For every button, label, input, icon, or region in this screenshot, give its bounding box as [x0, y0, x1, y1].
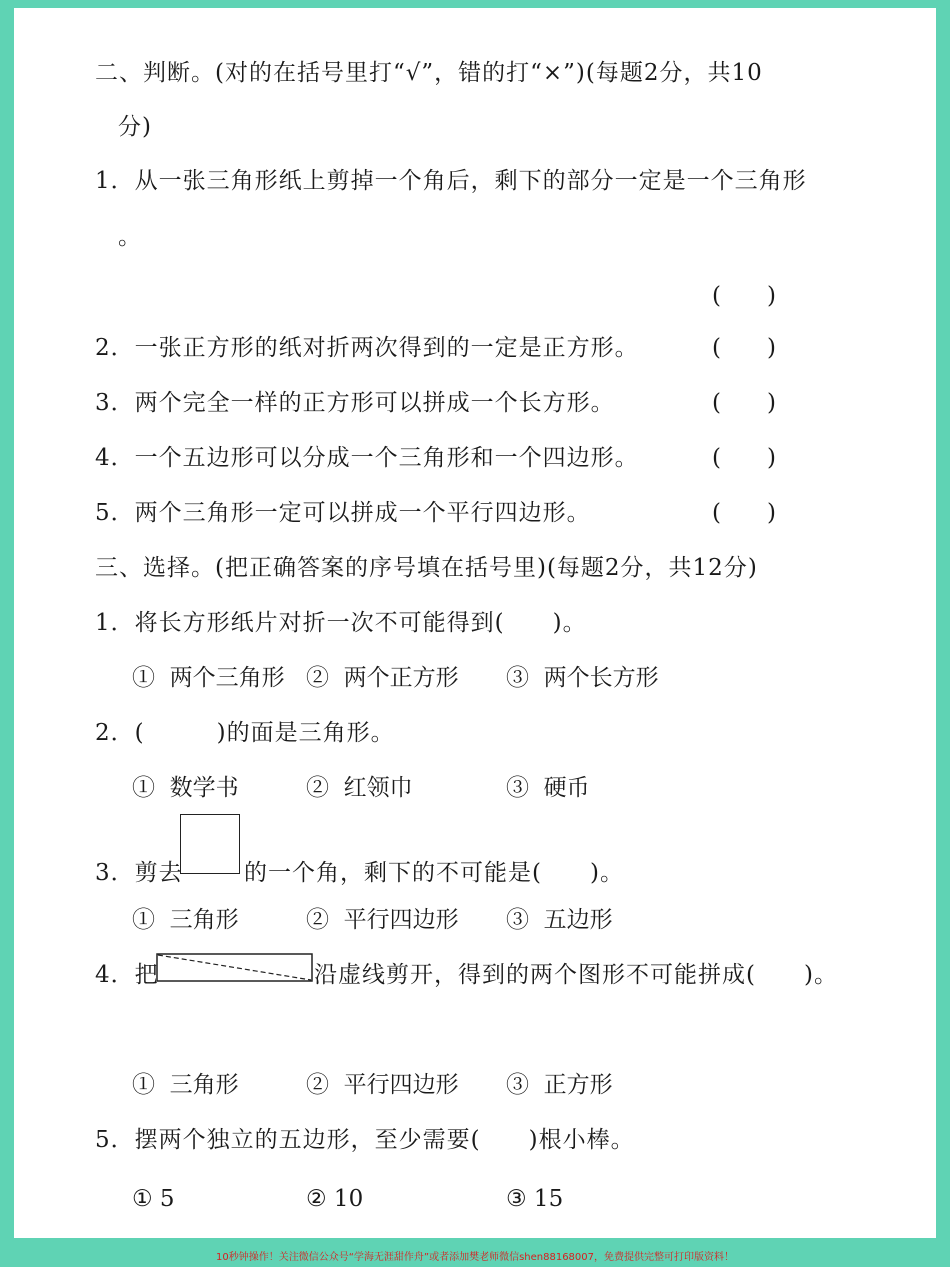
choice-q3-option-3: ③ 五边形 — [506, 907, 613, 933]
choice-q5-option-1: ① 5 — [132, 1186, 175, 1212]
choice-q4-option-1: ① 三角形 — [132, 1072, 239, 1098]
choice-q1-option-3: ③ 两个长方形 — [506, 665, 659, 691]
section3-heading: 三、选择。(把正确答案的序号填在括号里)(每题2分，共12分) — [95, 555, 758, 581]
judge-q4-answer[interactable]: ( ) — [712, 445, 776, 471]
judge-q3: 3．两个完全一样的正方形可以拼成一个长方形。 — [95, 390, 615, 416]
choice-q5-option-3: ③ 15 — [506, 1186, 564, 1212]
judge-q2-answer[interactable]: ( ) — [712, 335, 776, 361]
judge-q1: 1．从一张三角形纸上剪掉一个角后，剩下的部分一定是一个三角形 — [95, 168, 807, 194]
section2-heading-cont: 分) — [118, 114, 152, 140]
section2-heading: 二、判断。(对的在括号里打“√”，错的打“×”)(每题2分，共10 — [95, 60, 763, 86]
choice-q4-prefix: 4．把 — [95, 962, 159, 988]
judge-q1-answer[interactable]: ( ) — [712, 283, 776, 309]
choice-q1-option-2: ② 两个正方形 — [306, 665, 459, 691]
choice-q5-option-2: ② 10 — [306, 1186, 364, 1212]
choice-q1-option-1: ① 两个三角形 — [132, 665, 285, 691]
choice-q2-option-1: ① 数学书 — [132, 775, 239, 801]
choice-q3-prefix: 3．剪去 — [95, 860, 183, 886]
judge-q5: 5．两个三角形一定可以拼成一个平行四边形。 — [95, 500, 591, 526]
choice-q5: 5．摆两个独立的五边形，至少需要( )根小棒。 — [95, 1127, 635, 1153]
choice-q4-text: 沿虚线剪开，得到的两个图形不可能拼成( )。 — [314, 962, 838, 988]
choice-q4-option-3: ③ 正方形 — [506, 1072, 613, 1098]
judge-q3-answer[interactable]: ( ) — [712, 390, 776, 416]
rectangle-with-dashed-diagonal-figure — [156, 953, 314, 983]
choice-q2-option-2: ② 红领巾 — [306, 775, 413, 801]
promo-footer: 10秒钟操作！关注微信公众号“学海无涯甜作舟”或者添加樊老师微信shen88168007，免费提供完整可打印版资料！ — [215, 1252, 735, 1263]
judge-q2: 2．一张正方形的纸对折两次得到的一定是正方形。 — [95, 335, 639, 361]
choice-q3-option-2: ② 平行四边形 — [306, 907, 459, 933]
choice-q1: 1．将长方形纸片对折一次不可能得到( )。 — [95, 610, 587, 636]
choice-q3-text: 的一个角，剩下的不可能是( )。 — [244, 860, 624, 886]
choice-q4-option-2: ② 平行四边形 — [306, 1072, 459, 1098]
judge-q5-answer[interactable]: ( ) — [712, 500, 776, 526]
worksheet-page — [14, 8, 936, 1238]
choice-q2-option-3: ③ 硬币 — [506, 775, 590, 801]
dashed-cut-line — [158, 955, 311, 980]
choice-q2: 2．( )的面是三角形。 — [95, 720, 395, 746]
choice-q3-option-1: ① 三角形 — [132, 907, 239, 933]
judge-q1-cont: 。 — [118, 224, 142, 250]
square-figure — [180, 814, 240, 874]
judge-q4: 4．一个五边形可以分成一个三角形和一个四边形。 — [95, 445, 639, 471]
